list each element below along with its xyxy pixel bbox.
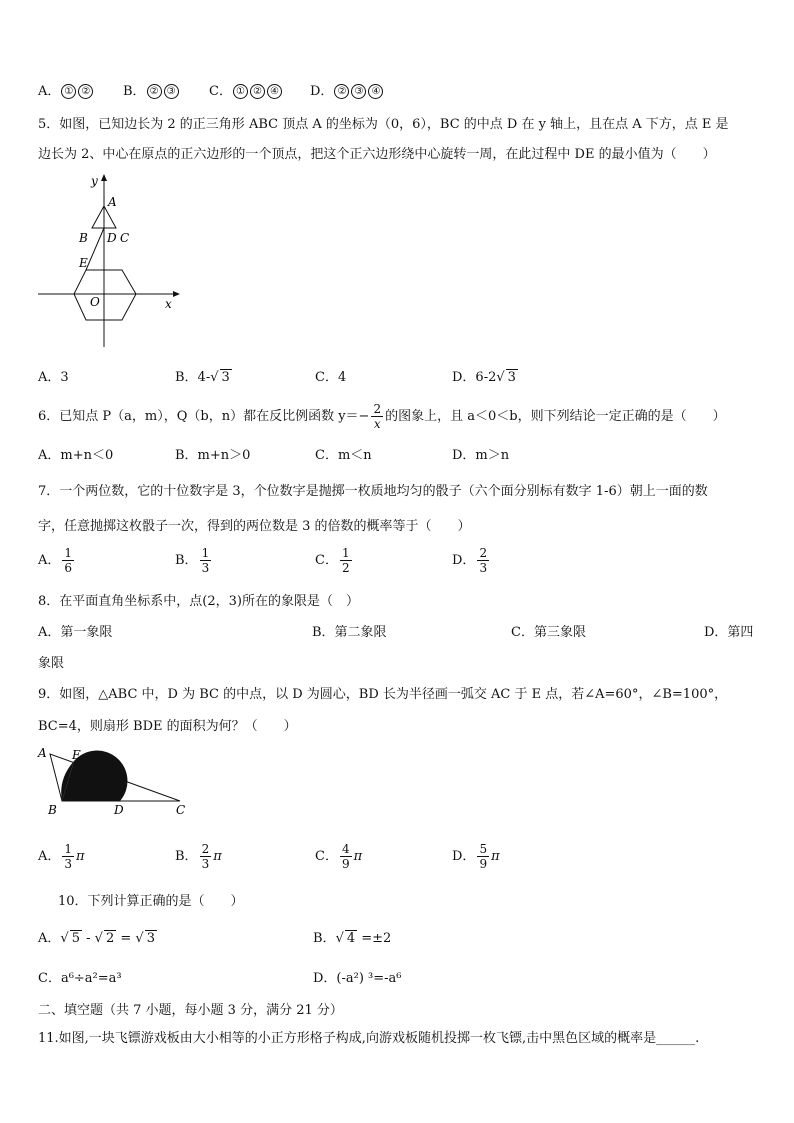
svg-text:x: x <box>165 297 172 311</box>
q10-option-a: A．√ 5 - √ 2 = √ 3 <box>38 931 155 946</box>
q6-option-a: A．m+n＜0 <box>38 448 114 463</box>
q5-option-d: D．6-2√ 3 <box>452 370 516 385</box>
q8-option-d: D．第四 <box>704 625 754 640</box>
svg-text:B: B <box>79 231 88 245</box>
q4-option-a: A． ① ② <box>38 82 94 102</box>
q9-figure <box>34 744 194 818</box>
svg-text:D: D <box>114 803 124 817</box>
q5-line2: 边长为 2、中心在原点的正六边形的一个顶点，把这个正六边形绕中心旋转一周，在此过程中 DE 的最小值为（ ） <box>38 147 716 162</box>
q10-option-c: C．a⁶÷a²=a³ <box>38 971 122 986</box>
q9-option-b: B． $\frac{2}{3}$ π <box>175 842 222 871</box>
q6-option-d: D．m＞n <box>452 448 510 463</box>
svg-text:E: E <box>72 748 81 762</box>
q8-stem: 8．在平面直角坐标系中，点(2，3)所在的象限是（ ） <box>38 594 359 609</box>
svg-text:E: E <box>79 256 88 270</box>
q10-option-d: D．(-a²) ³=-a⁶ <box>313 971 402 986</box>
q8-option-c: C．第三象限 <box>511 625 586 640</box>
svg-text:O: O <box>90 295 100 309</box>
svg-text:A: A <box>108 195 117 209</box>
q9-option-d: D． $\frac{5}{9}$ π <box>452 842 500 871</box>
svg-text:D: D <box>107 231 117 245</box>
svg-text:C: C <box>120 231 130 245</box>
q8-option-a: A．第一象限 <box>38 625 113 640</box>
q9-line2: BC=4，则扇形 BDE 的面积为何？（ ） <box>38 719 297 734</box>
q6-stem: 6．已知点 P（a，m），Q（b，n）都在反比例函数 y＝− $\frac{2}{x}$ 的图象上，且 a＜0＜b，则下列结论一定正确的是（ ） <box>38 402 726 431</box>
q4-option-b: B． ② ③ <box>123 82 180 102</box>
q9-option-c: C． $\frac{4}{9}$ π <box>315 842 363 871</box>
q7-option-d: D． $\frac{2}{3}$ <box>452 546 488 575</box>
q5-option-c: C．4 <box>315 370 347 385</box>
q5-option-b: B．4-√ 3 <box>175 370 230 385</box>
q5-figure <box>36 172 186 352</box>
q10-option-b: B．√ 4 =±2 <box>313 931 392 946</box>
q9-line1: 9．如图，△ABC 中，D 为 BC 的中点，以 D 为圆心，BD 长为半径画一弧交 AC 于 E 点，若∠A=60°，∠B=100°， <box>38 687 728 702</box>
q7-option-c: C． $\frac{1}{2}$ <box>315 546 350 575</box>
q6-option-b: B．m+n＞0 <box>175 448 251 463</box>
svg-text:B: B <box>48 803 57 817</box>
q9-option-a: A． $\frac{1}{3}$ π <box>38 842 85 871</box>
q8-option-b: B．第二象限 <box>312 625 387 640</box>
q6-option-c: C．m＜n <box>315 448 372 463</box>
q11-stem: 11.如图,一块飞镖游戏板由大小相等的小正方形格子构成,向游戏板随机投掷一枚飞镖,击中黑色区域的概率是______. <box>38 1031 700 1046</box>
q7-line2: 字，任意抛掷这枚骰子一次，得到的两位数是 3 的倍数的概率等于（ ） <box>38 519 471 534</box>
svg-text:A: A <box>38 746 47 760</box>
q7-line1: 7．一个两位数，它的十位数字是 3，个位数字是抛掷一枚质地均匀的骰子（六个面分别标有数字 1-6）朝上一面的数 <box>38 484 708 499</box>
q8-option-d-cont: 象限 <box>38 656 65 671</box>
q7-option-a: A． $\frac{1}{6}$ <box>38 546 73 575</box>
svg-text:y: y <box>91 174 98 188</box>
section-title: 二、填空题（共 7 小题，每小题 3 分，满分 21 分） <box>38 1003 343 1018</box>
q4-option-c: C． ① ② ④ <box>209 82 283 102</box>
q4-option-d: D． ② ③ ④ <box>310 82 384 102</box>
q5-line1: 5．如图，已知边长为 2 的正三角形 ABC 顶点 A 的坐标为（0，6），BC 的中点 D 在 y 轴上，且在点 A 下方，点 E 是 <box>38 117 729 132</box>
q10-stem: 10．下列计算正确的是（ ） <box>58 894 244 909</box>
svg-text:C: C <box>176 803 186 817</box>
q5-option-a: A．3 <box>38 370 69 385</box>
q7-option-b: B． $\frac{1}{3}$ <box>175 546 210 575</box>
